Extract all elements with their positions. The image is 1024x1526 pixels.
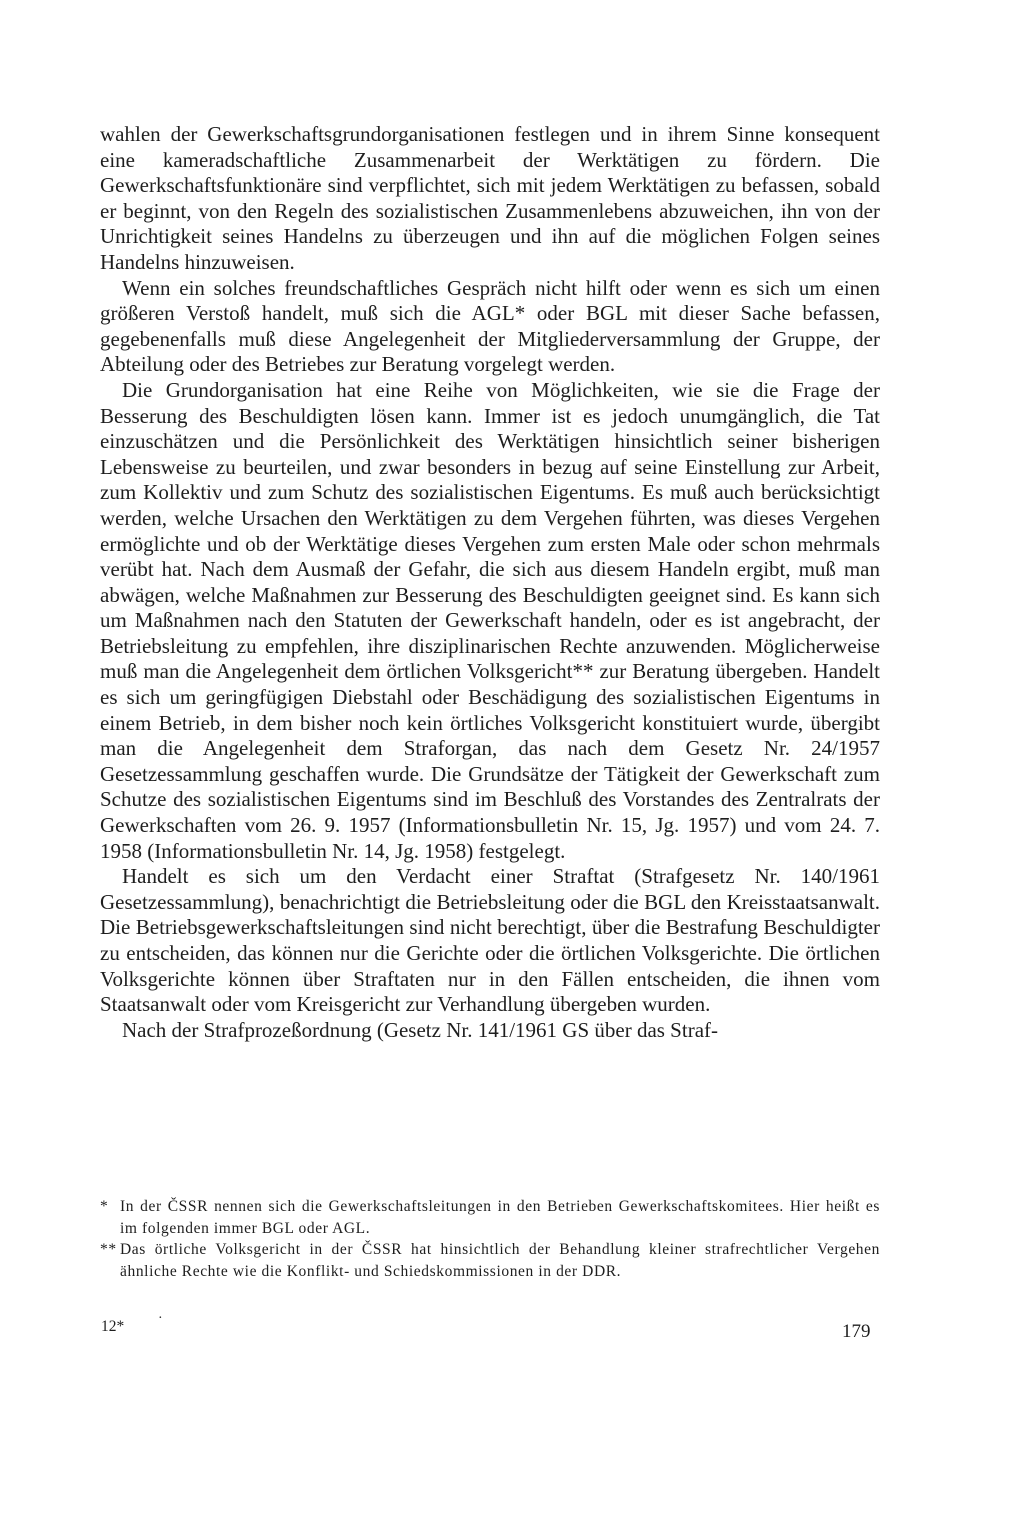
footnote-text: Das örtliche Volksgericht in der ČSSR hat hinsichtlich der Behandlung kleiner strafrechtlicher Vergehen ähnliche Rechte wie die Konflikt- und Schiedskommissionen in der DDR. (120, 1241, 880, 1280)
paragraph-1: wahlen der Gewerkschaftsgrundorganisationen festlegen und in ihrem Sinne konsequent eine kameradschaftliche Zusammenarbeit der Werktätigen zu fördern. Die Gewerkschaftsfunktionäre sind verpflichtet, sich mit jedem Werktätigen zu befassen, sobald er beginnt, von den Regeln des sozialistischen Zusammenlebens abzuweichen, ihn von der Unrichtigkeit seines Handelns zu überzeugen und ihn auf die möglichen Folgen seines Handelns hinzuweisen. (100, 122, 880, 274)
page-number: 179 (842, 1321, 871, 1342)
paragraph-3: Die Grundorganisation hat eine Reihe von Möglichkeiten, wie sie die Frage der Besserung des Beschuldigten lösen kann. Immer ist es jedoch unumgänglich, die Tat einzuschätzen und die Persönlichkeit des Werktätigen hinsichtlich seiner bisherigen Lebensweise zu beurteilen, und zwar besonders in bezug auf seine Einstellung zur Arbeit, zum Kollektiv und zum Schutz des sozialistischen Eigentums. Es muß auch berücksichtigt werden, welche Ursachen den Werktätigen zu dem Vergehen führten, was dieses Vergehen ermöglichte und ob der Werktätige dieses Vergehen zum ersten Male oder schon mehrmals verübt hat. Nach dem Ausmaß der Gefahr, die sich aus diesem Handeln ergibt, muß man abwägen, welche Maßnahmen zur Besserung des Beschuldigten geeignet sind. Es kann sich um Maßnahmen nach den Statuten der Gewerkschaft handeln, oder es ist angebracht, der Betriebsleitung zu empfehlen, ihre disziplinarischen Rechte anzuwenden. Möglicherweise muß man die Angelegenheit dem örtlichen Volksgericht** zur Beratung übergeben. Handelt es sich um geringfügigen Diebstahl oder Beschädigung des sozialistischen Eigentums in einem Betrieb, in dem bisher noch kein örtliches Volksgericht konstituiert wurde, übergibt man die Angelegenheit dem Straforgan, das nach dem Gesetz Nr. 24/1957 Gesetzessammlung geschaffen wurde. Die Grundsätze der Tätigkeit der Gewerkschaft zum Schutze des sozialistischen Eigentums sind im Beschluß des Vorstandes des Zentralrats der Gewerkschaften vom 26. 9. 1957 (Informationsbulletin Nr. 15, Jg. 1957) und vom 24. 7. 1958 (Informationsbulletin Nr. 14, Jg. 1958) festgelegt. (100, 377, 880, 863)
paragraph-5: Nach der Strafprozeßordnung (Gesetz Nr. 141/1961 GS über das Straf- (122, 1017, 718, 1042)
footnote-marker: ** (100, 1241, 117, 1258)
paragraph-4: Handelt es sich um den Verdacht einer Straftat (Strafgesetz Nr. 140/1961 Gesetzessammlung), benachrichtigt die Betriebsleitung oder die BGL den Kreisstaatsanwalt. Die Betriebsgewerkschaftsleitungen sind nicht berechtigt, über die Bestrafung Beschuldigter zu entscheiden, das können nur die Gerichte oder die örtlichen Volksgerichte. Die örtlichen Volksgerichte können über Straftaten nur in den Fällen entscheiden, die ihnen vom Staatsanwalt oder vom Kreisgericht zur Verhandlung übergeben wurden. (100, 864, 880, 1017)
footnote-2 (100, 1239, 880, 1282)
body-text (100, 122, 880, 1043)
signature-mark: 12* (101, 1318, 125, 1335)
print-dot: · (158, 1311, 163, 1326)
paragraph-2: Wenn ein solches freundschaftliches Gespräch nicht hilft oder wenn es sich um einen größeren Verstoß handelt, muß sich die AGL* oder BGL mit dieser Sache befassen, gegebenenfalls muß diese Angelegenheit der Mitgliederversammlung der Gruppe, der Abteilung oder des Betriebes zur Beratung vorgelegt werden. (100, 275, 880, 377)
footnote-text: In der ČSSR nennen sich die Gewerkschaftsleitungen in den Betrieben Gewerkschaftskomitees. Hier heißt es im folgenden immer BGL oder AGL. (120, 1198, 880, 1237)
footnote-marker: * (100, 1198, 109, 1215)
footnotes (100, 1196, 880, 1282)
page-body (100, 122, 880, 1043)
footnote-1 (100, 1196, 880, 1239)
